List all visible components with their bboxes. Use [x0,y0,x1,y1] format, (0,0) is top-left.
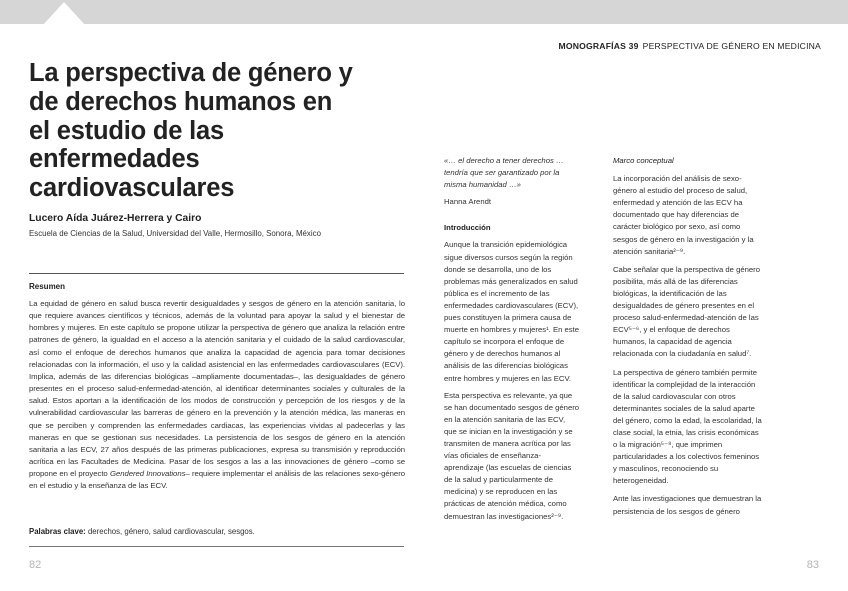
abstract-body [29,298,405,493]
abstract-top-rule [29,273,404,274]
column-introduction [444,155,580,523]
page-number-right: 83 [806,559,819,571]
abstract-heading: Resumen [29,282,66,291]
page-number-left: 82 [29,559,42,571]
page-corner-notch [0,0,848,26]
abstract-text-end: – requiere implementar el análisis de las relaciones sexo-género en el estudio y la enseñanza de las ECV. [29,469,405,491]
series-label: MONOGRAFÍAS 39 [558,41,639,51]
abstract-text: La equidad de género en salud busca revertir desigualdades y sesgos de género en la atención sanitaria, lo que requiere avances científicos y técnicos, además de la voluntad para apoyar la salud y el bienestar de hombres y mujeres. En este capítulo se propone utilizar la perspectiva de género que analiza la relación entre patrones de género, la igualdad en el acceso a la atención sanitaria y el cuidado de la salud cardiovascular, así como el enfoque de derechos humanos que analiza la capacidad de agencia para tomar decisiones relacionadas con la información, el uso y la calidad asistencial en las enfermedades cardiovasculares (ECV). Implica, además de las diferencias biológicas –ampliamente documentadas–, las desigualdades de género presentes en el proceso salud-enfermedad-atención, al identificar determinantes sociales y culturales de la salud. Estos aportan a la identificación de los modos de construcción y percepción de los riesgos y de la vulnerabilidad cardiovascular las barreras de género en la prevención y la atención médica, las maneras en que se perciben y comprenden las enfermedades cardiacas, las experiencias vividas al padecerlas y las maneras en que se gestionan sus necesidades. La persistencia de los sesgos de género en la atención sanitaria a las ECV, 27 años después de las primeras publicaciones, expresa su transmisión y reproducción acrítica en las Facultades de Medicina. Pasar de los sesgos a las a las innovaciones de género –como se propone en el proyecto [29,299,405,479]
keywords-label: Palabras clave: [29,527,86,536]
introduction-paragraph-1: Aunque la transición epidemiológica sigue diversos cursos según la región donde se desarrolla, uno de los problemas más generalizados en salud pública es el incremento de las enfermedades cardiovasculares (ECV), pues constituyen la primera causa de muerte en hombres y mujeres¹. En este capítulo se incorpora el enfoque de género y de derechos humanos al análisis de las diferencias biológicas entre hombres y mujeres en las ECV. [444,240,580,383]
running-header [558,41,821,51]
article-title: La perspectiva de género y de derechos humanos en el estudio de las enfermedades cardiovasculares [29,59,353,203]
framework-paragraph-2: Cabe señalar que la perspectiva de género posibilita, más allá de las diferencias biológicas, la identificación de las desigualdades de género presentes en el proceso salud-enfermedad-atención de las ECV⁵⁻⁶, y el enfoque de derechos humanos, la capacidad de agencia relacionada con la ciudadanía en salud⁷. [613,264,761,359]
section-label: PERSPECTIVA DE GÉNERO EN MEDICINA [642,41,821,51]
keywords [29,527,255,536]
introduction-heading: Introducción [444,223,491,233]
framework-paragraph-3: La perspectiva de género también permite identificar la complejidad de la interacción de la salud cardiovascular con otros determinantes sociales de la salud aparte del género, como la edad, la escolaridad, la clase social, la etnia, las crisis económicas o la migración⁵⁻⁸, que imprimen particularidades a los colectivos femeninos y masculinos, reconociendo su heterogeneidad. [613,367,762,486]
framework-heading: Marco conceptual [613,156,674,165]
epigraph-quote: «… el derecho a tener derechos … tendría que ser garantizado por la misma humanidad …» [444,156,564,190]
column-conceptual-framework [613,155,765,518]
introduction-paragraph-2: Esta perspectiva es relevante, ya que se han documentado sesgos de género en la atención sanitaria de las ECV, que se inician en la investigación y se transmiten de manera acrítica por las vías oficiales de enseñanza-aprendizaje (las escuelas de ciencias de la salud y particularmente de medicina) y se reproducen en las prácticas de atención médica, como demuestran las investigaciones²⁻⁹. [444,390,580,521]
keywords-list: derechos, género, salud cardiovascular, sesgos. [87,527,255,536]
author-affiliation: Escuela de Ciencias de la Salud, Universidad del Valle, Hermosillo, Sonora, México [29,229,321,238]
abstract-bottom-rule [29,546,404,547]
framework-paragraph-1: La incorporación del análisis de sexo-género al estudio del proceso de salud, enfermedad y atención de las ECV ha documentado que hay diferencias de carácter biológico por sexo, así como sesgos de género en la investigación y la atención sanitaria²⁻⁹. [613,174,754,256]
framework-paragraph-4: Ante las investigaciones que demuestran la persistencia de los sesgos de género [613,494,762,516]
epigraph-author: Hanna Arendt [444,197,492,207]
project-name: Gendered Innovations [109,469,186,479]
author-name: Lucero Aída Juárez-Herrera y Cairo [29,213,202,224]
